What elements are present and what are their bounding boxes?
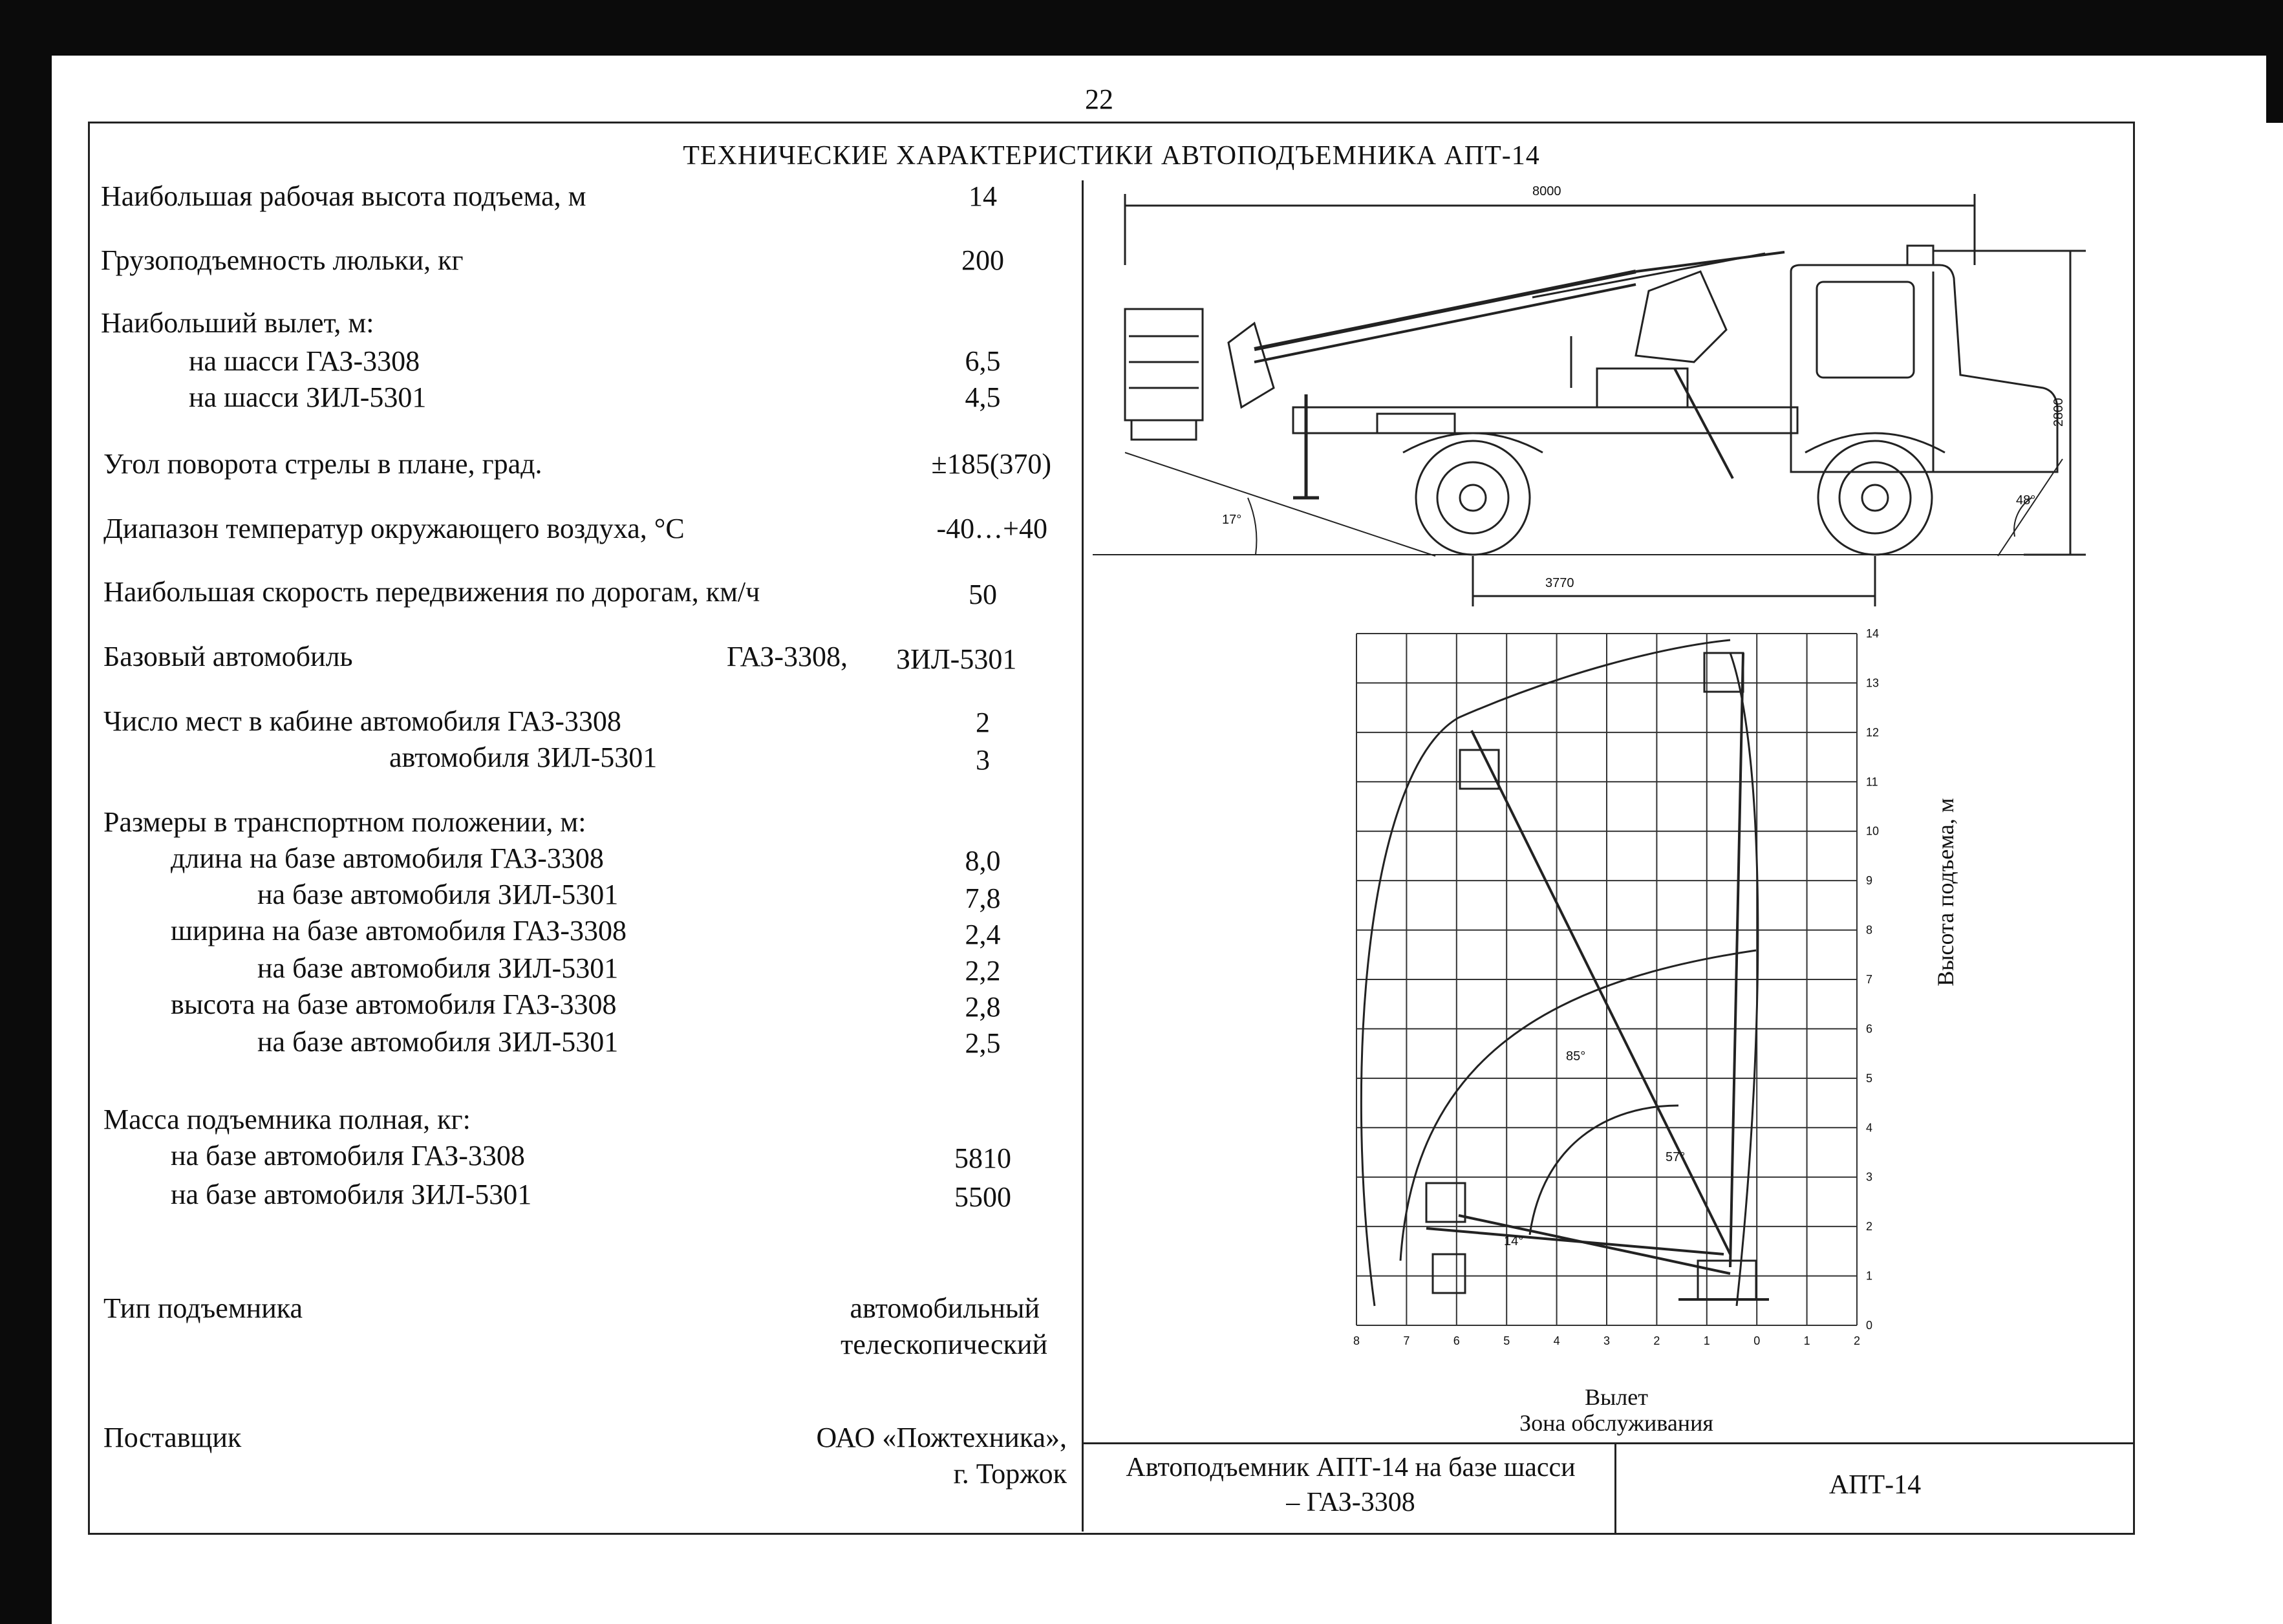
footer-model-code: АПТ-14	[1828, 1470, 1922, 1500]
spec-height-gaz-label: высота на базе автомобиля ГАЗ-3308	[171, 988, 617, 1020]
spec-dims-label: Размеры в транспортном положении, м:	[103, 806, 586, 838]
y-tick-label: 7	[1866, 973, 1873, 986]
spec-reach-zil-label: на шасси ЗИЛ-5301	[189, 381, 427, 413]
spec-width-gaz-value: 2,4	[965, 919, 1001, 950]
angle-57-label: 57°	[1666, 1150, 1686, 1164]
spec-type-label: Тип подъемника	[103, 1292, 303, 1324]
spec-seats-gaz-value: 2	[976, 707, 990, 738]
spec-mass-zil-value: 5500	[954, 1181, 1011, 1213]
y-tick-label: 10	[1866, 824, 1880, 838]
x-tick-label: 4	[1553, 1334, 1560, 1347]
spec-rotation-label: Угол поворота стрелы в плане, град.	[103, 448, 542, 480]
spec-temperature-label: Диапазон температур окружающего воздуха, °С	[103, 513, 685, 544]
y-tick-label: 13	[1866, 676, 1880, 690]
spec-base-value-1: ГАЗ-3308,	[727, 641, 848, 672]
chart-y-axis-label: Высота подъема, м	[1933, 798, 1958, 987]
truck-side-view-drawing	[1015, 175, 2114, 614]
spec-height-zil-value: 2,5	[965, 1027, 1001, 1059]
spec-max-height-value: 14	[969, 180, 997, 212]
spec-supplier-label: Поставщик	[103, 1422, 242, 1453]
scan-border-left	[0, 0, 52, 1624]
y-tick-label: 12	[1866, 725, 1880, 739]
spec-mass-label: Масса подъемника полная, кг:	[103, 1104, 471, 1135]
footer-caption-line-2: – ГАЗ-3308	[1286, 1488, 1415, 1517]
y-tick-label: 2	[1866, 1220, 1873, 1234]
footer-caption-line-1: Автоподъемник АПТ-14 на базе шасси	[1126, 1453, 1576, 1482]
x-tick-label: 3	[1603, 1334, 1611, 1347]
page-title: ТЕХНИЧЕСКИЕ ХАРАКТЕРИСТИКИ АВТОПОДЪЕМНИКА АПТ-14	[683, 141, 1540, 171]
spec-rotation-value: ±185(370)	[931, 448, 1051, 480]
spec-mass-gaz-label: на базе автомобиля ГАЗ-3308	[171, 1140, 525, 1171]
spec-length-zil-value: 7,8	[965, 882, 1001, 914]
chart-subcaption: Зона обслуживания	[1519, 1410, 1713, 1436]
spec-height-zil-label: на базе автомобиля ЗИЛ-5301	[257, 1026, 619, 1058]
y-tick-label: 1	[1866, 1269, 1873, 1283]
spec-base-value-2: ЗИЛ-5301	[896, 643, 1017, 675]
x-tick-label: 1	[1803, 1334, 1810, 1347]
spec-speed-value: 50	[969, 579, 997, 610]
angle-14-label: 14°	[1504, 1234, 1524, 1248]
length-dimension-text: 8000	[1532, 184, 1561, 198]
rotation-arc-85	[1400, 950, 1756, 1261]
spec-reach-gaz-label: на шасси ГАЗ-3308	[189, 345, 420, 377]
spec-seats-zil-label: автомобиля ЗИЛ-5301	[389, 742, 658, 773]
spec-supplier-value-2: г. Торжок	[953, 1458, 1067, 1490]
x-tick-label: 6	[1453, 1334, 1460, 1347]
scan-border-top	[0, 0, 2283, 56]
x-tick-label: 7	[1403, 1334, 1410, 1347]
y-tick-label: 0	[1866, 1319, 1873, 1332]
page-number: 22	[1085, 83, 1113, 115]
spec-capacity-label: Грузоподъемность люльки, кг	[101, 244, 464, 276]
height-dimension-text: 2800	[2052, 398, 2066, 427]
y-tick-label: 3	[1866, 1170, 1873, 1184]
x-tick-label: 1	[1703, 1334, 1710, 1347]
x-tick-label: 5	[1503, 1334, 1510, 1347]
spec-type-value-2: телескопический	[841, 1329, 1047, 1360]
spec-seats-zil-value: 3	[976, 744, 990, 776]
y-tick-label: 6	[1866, 1022, 1873, 1036]
x-tick-label: 8	[1353, 1334, 1360, 1347]
spec-width-gaz-label: ширина на базе автомобиля ГАЗ-3308	[171, 915, 627, 946]
y-tick-label: 9	[1866, 874, 1873, 888]
spec-temperature-value: -40…+40	[936, 513, 1047, 544]
spec-speed-label: Наибольшая скорость передвижения по дорогам, км/ч	[103, 576, 760, 608]
reach-envelope-outer	[1361, 640, 1730, 1306]
spec-base-label: Базовый автомобиль	[103, 641, 353, 672]
x-tick-label: 0	[1753, 1334, 1761, 1347]
y-tick-label: 11	[1866, 775, 1878, 789]
spec-mass-zil-label: на базе автомобиля ЗИЛ-5301	[171, 1179, 532, 1210]
y-tick-label: 5	[1866, 1071, 1873, 1085]
spec-type-value-1: автомобильный	[850, 1292, 1040, 1324]
working-zone-chart	[1316, 614, 1898, 1377]
spec-width-zil-label: на базе автомобиля ЗИЛ-5301	[257, 952, 619, 984]
scan-border-right	[2266, 0, 2283, 123]
spec-seats-gaz-label: Число мест в кабине автомобиля ГАЗ-3308	[103, 705, 621, 737]
spec-mass-gaz-value: 5810	[954, 1142, 1011, 1174]
y-tick-label: 8	[1866, 923, 1873, 937]
x-tick-label: 2	[1854, 1334, 1861, 1347]
spec-length-zil-label: на базе автомобиля ЗИЛ-5301	[257, 879, 619, 910]
spec-width-zil-value: 2,2	[965, 955, 1001, 987]
spec-height-gaz-value: 2,8	[965, 991, 1001, 1023]
spec-length-gaz-value: 8,0	[965, 845, 1001, 877]
wheelbase-dimension-text: 3770	[1545, 576, 1574, 590]
spec-length-gaz-label: длина на базе автомобиля ГАЗ-3308	[171, 842, 604, 874]
footer-separator	[1614, 1442, 1616, 1533]
x-tick-label: 2	[1653, 1334, 1660, 1347]
angle-85-label: 85°	[1566, 1049, 1586, 1063]
y-tick-label: 4	[1866, 1121, 1873, 1135]
spec-max-height-label: Наибольшая рабочая высота подъема, м	[101, 180, 586, 212]
footer-divider	[1082, 1442, 2133, 1444]
spec-reach-gaz-value: 6,5	[965, 345, 1001, 377]
y-tick-label: 14	[1866, 627, 1880, 640]
rear-angle-text: 17°	[1222, 513, 1242, 527]
front-angle-text: 48°	[2016, 493, 2036, 508]
spec-reach-zil-value: 4,5	[965, 381, 1001, 413]
chart-x-axis-label: Вылет	[1585, 1384, 1648, 1410]
spec-reach-label: Наибольший вылет, м:	[101, 307, 374, 339]
spec-capacity-value: 200	[961, 244, 1004, 276]
spec-supplier-value-1: ОАО «Пожтехника»,	[816, 1422, 1067, 1453]
footer-caption	[1099, 1450, 1603, 1520]
